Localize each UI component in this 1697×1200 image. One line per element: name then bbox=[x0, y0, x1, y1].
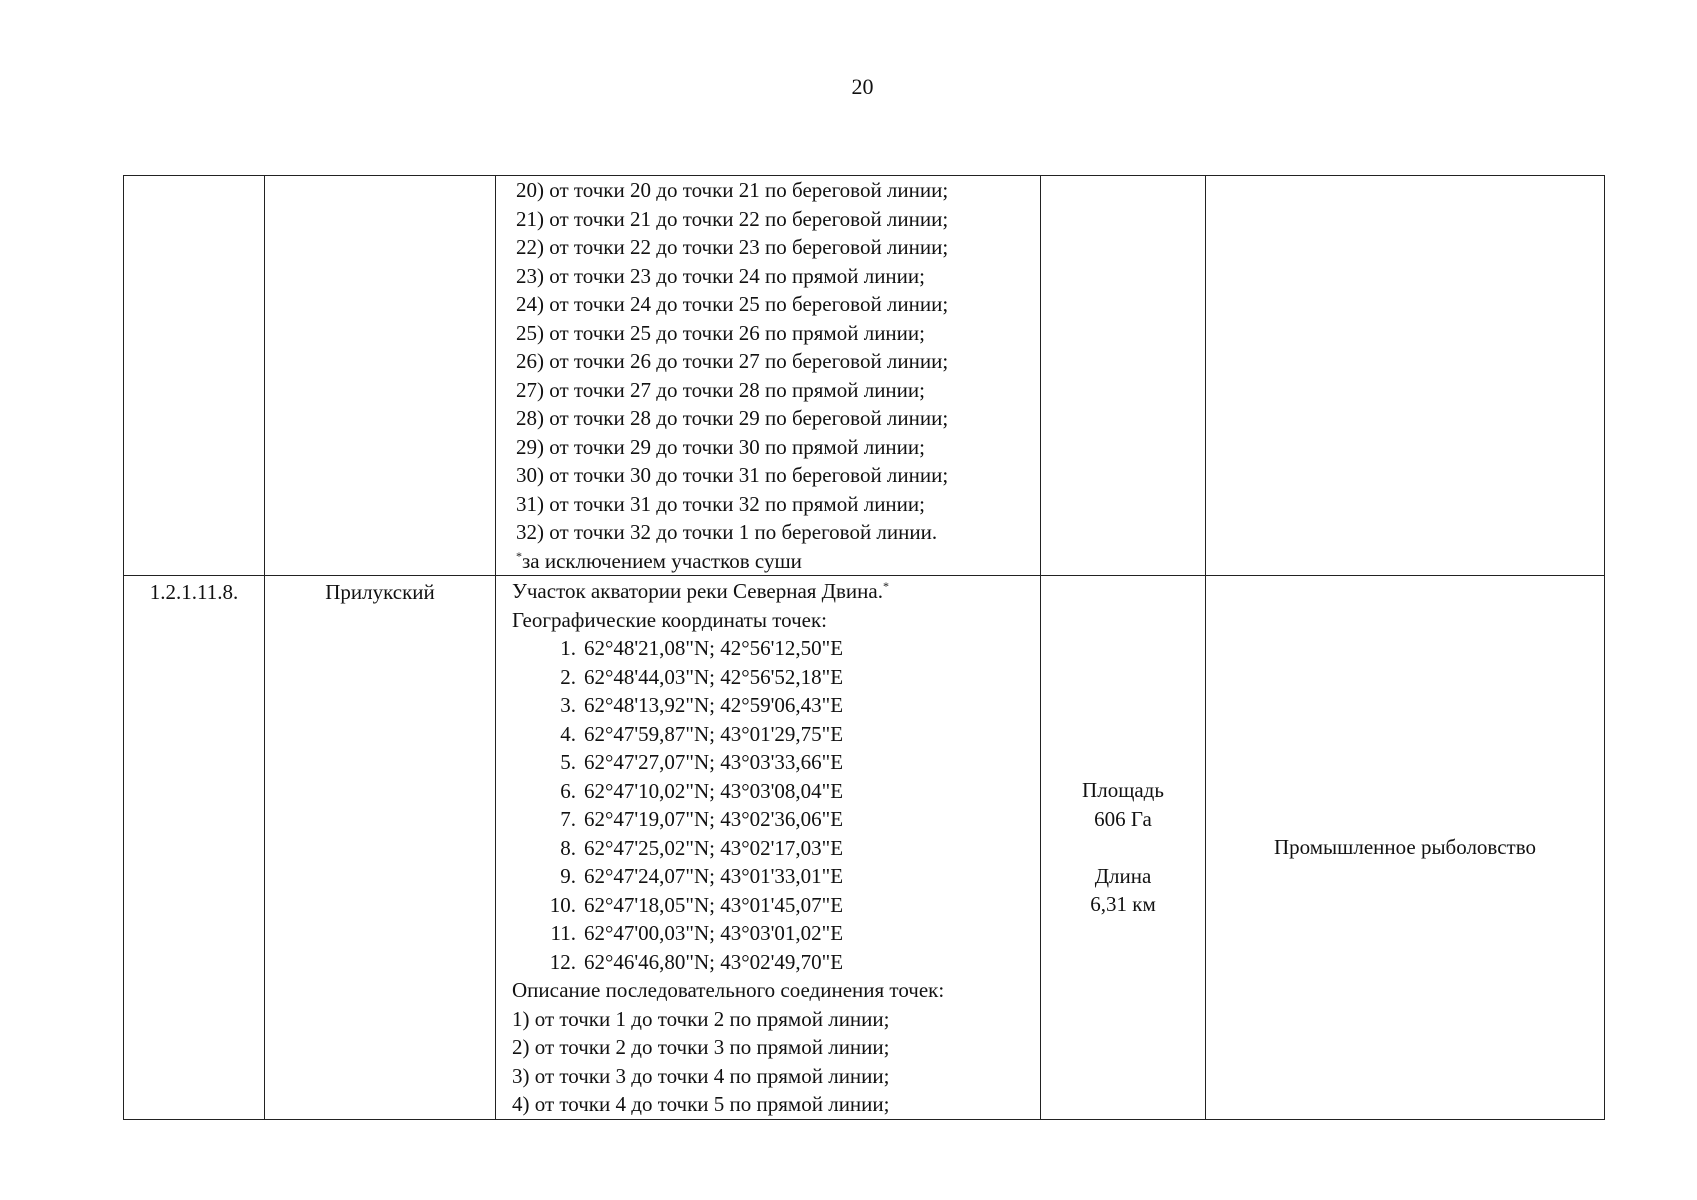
cell-description-continued bbox=[496, 176, 1041, 576]
connection-line: 20) от точки 20 до точки 21 по береговой линии; bbox=[516, 178, 949, 202]
connection-line: 2) от точки 2 до точки 3 по прямой линии; bbox=[512, 1035, 890, 1059]
connection-heading: Описание последовательного соединения точек: bbox=[512, 978, 945, 1002]
coordinates-list bbox=[512, 634, 1040, 976]
fishing-areas-table bbox=[123, 175, 1605, 1120]
table-row-continued bbox=[124, 176, 1605, 576]
connection-line: 30) от точки 30 до точки 31 по береговой линии; bbox=[516, 463, 949, 487]
cell-usage-empty bbox=[1206, 176, 1605, 576]
size-gap bbox=[1041, 833, 1205, 862]
area-title bbox=[512, 577, 1040, 606]
coordinate-number: 6. bbox=[560, 778, 576, 803]
connection-line: 21) от точки 21 до точки 22 по береговой линии; bbox=[516, 206, 949, 231]
coordinate-value: 62°47'18,05"N; 43°01'45,07"E bbox=[584, 892, 844, 917]
coordinate-value: 62°48'21,08"N; 42°56'12,50"E bbox=[584, 636, 844, 660]
coordinate-item bbox=[512, 919, 1040, 948]
coordinate-number: 3. bbox=[560, 693, 576, 717]
cell-number-empty bbox=[124, 176, 265, 576]
page-number: 20 bbox=[851, 74, 874, 99]
cell-usage: Промышленное рыболовство bbox=[1206, 576, 1605, 1120]
connection-line: 23) от точки 23 до точки 24 по прямой линии; bbox=[516, 263, 925, 288]
coordinate-number: 1. bbox=[560, 636, 576, 660]
footnote-text: за исключением участков суши bbox=[522, 548, 802, 573]
coordinate-value: 62°47'19,07"N; 43°02'36,06"E bbox=[584, 807, 844, 831]
coordinate-number: 10. bbox=[549, 892, 576, 917]
coordinate-item bbox=[512, 777, 1040, 806]
coordinate-item bbox=[512, 948, 1040, 977]
coordinate-number: 9. bbox=[560, 864, 576, 888]
connection-line: 31) от точки 31 до точки 32 по прямой линии; bbox=[516, 491, 925, 516]
coordinate-number: 12. bbox=[549, 949, 576, 974]
coordinate-value: 62°47'10,02"N; 43°03'08,04"E bbox=[584, 778, 844, 803]
coordinate-item bbox=[512, 634, 1040, 663]
footnote-mark: * bbox=[516, 548, 522, 563]
connection-line: 4) от точки 4 до точки 5 по прямой линии; bbox=[512, 1092, 890, 1116]
coordinate-number: 8. bbox=[560, 835, 576, 860]
coordinate-item bbox=[512, 691, 1040, 720]
coordinate-number: 5. bbox=[560, 750, 576, 774]
coordinate-number: 4. bbox=[560, 721, 576, 746]
coordinate-item bbox=[512, 834, 1040, 863]
area-title-text: Участок акватории реки Северная Двина. bbox=[512, 579, 883, 603]
coordinate-number: 11. bbox=[550, 921, 576, 945]
connection-line: 22) от точки 22 до точки 23 по береговой линии; bbox=[516, 235, 949, 259]
area-value: 606 Га bbox=[1094, 806, 1152, 831]
coordinate-value: 62°47'00,03"N; 43°03'01,02"E bbox=[584, 921, 844, 945]
connection-line: 1) от точки 1 до точки 2 по прямой линии; bbox=[512, 1006, 890, 1031]
coordinate-value: 62°47'27,07"N; 43°03'33,66"E bbox=[584, 750, 844, 774]
length-value: 6,31 км bbox=[1090, 892, 1156, 916]
coordinate-value: 62°47'25,02"N; 43°02'17,03"E bbox=[584, 835, 844, 860]
cell-name: Прилукский bbox=[265, 576, 496, 1120]
connection-line: 3) от точки 3 до точки 4 по прямой линии; bbox=[512, 1063, 890, 1088]
coordinate-value: 62°46'46,80"N; 43°02'49,70"E bbox=[584, 949, 844, 974]
connection-line: 26) от точки 26 до точки 27 по береговой линии; bbox=[516, 349, 949, 373]
connection-line: 25) от точки 25 до точки 26 по прямой линии; bbox=[516, 320, 925, 345]
cell-number: 1.2.1.11.8. bbox=[124, 576, 265, 1120]
area-title-mark: * bbox=[882, 579, 889, 593]
coordinate-item bbox=[512, 748, 1040, 777]
connection-line: 28) от точки 28 до точки 29 по береговой линии; bbox=[516, 406, 949, 430]
coordinate-item bbox=[512, 862, 1040, 891]
coordinate-value: 62°48'44,03"N; 42°56'52,18"E bbox=[584, 664, 844, 689]
footnote-line bbox=[516, 547, 1040, 576]
area-label: Площадь bbox=[1082, 778, 1164, 802]
connection-list bbox=[512, 1005, 1040, 1119]
connection-line: 32) от точки 32 до точки 1 по береговой линии. bbox=[516, 520, 938, 544]
length-label: Длина bbox=[1094, 863, 1152, 888]
coordinate-value: 62°48'13,92"N; 42°59'06,43"E bbox=[584, 693, 844, 717]
table-row-prilukskiy bbox=[124, 576, 1605, 1120]
coords-heading: Географические координаты точек: bbox=[512, 607, 827, 632]
cell-size-empty bbox=[1041, 176, 1206, 576]
cell-description bbox=[496, 576, 1041, 1120]
cell-name-empty bbox=[265, 176, 496, 576]
coordinate-number: 7. bbox=[560, 807, 576, 831]
coordinate-item bbox=[512, 720, 1040, 749]
coordinate-item bbox=[512, 891, 1040, 920]
connection-line: 24) от точки 24 до точки 25 по береговой линии; bbox=[516, 292, 949, 316]
cell-size bbox=[1041, 576, 1206, 1120]
connection-list-continued bbox=[516, 176, 1040, 547]
coordinate-item bbox=[512, 805, 1040, 834]
coordinate-value: 62°47'59,87"N; 43°01'29,75"E bbox=[584, 721, 844, 746]
coordinate-item bbox=[512, 663, 1040, 692]
coordinate-number: 2. bbox=[560, 664, 576, 689]
coordinate-value: 62°47'24,07"N; 43°01'33,01"E bbox=[584, 864, 844, 888]
connection-line: 27) от точки 27 до точки 28 по прямой линии; bbox=[516, 377, 925, 402]
connection-line: 29) от точки 29 до точки 30 по прямой линии; bbox=[516, 434, 925, 459]
